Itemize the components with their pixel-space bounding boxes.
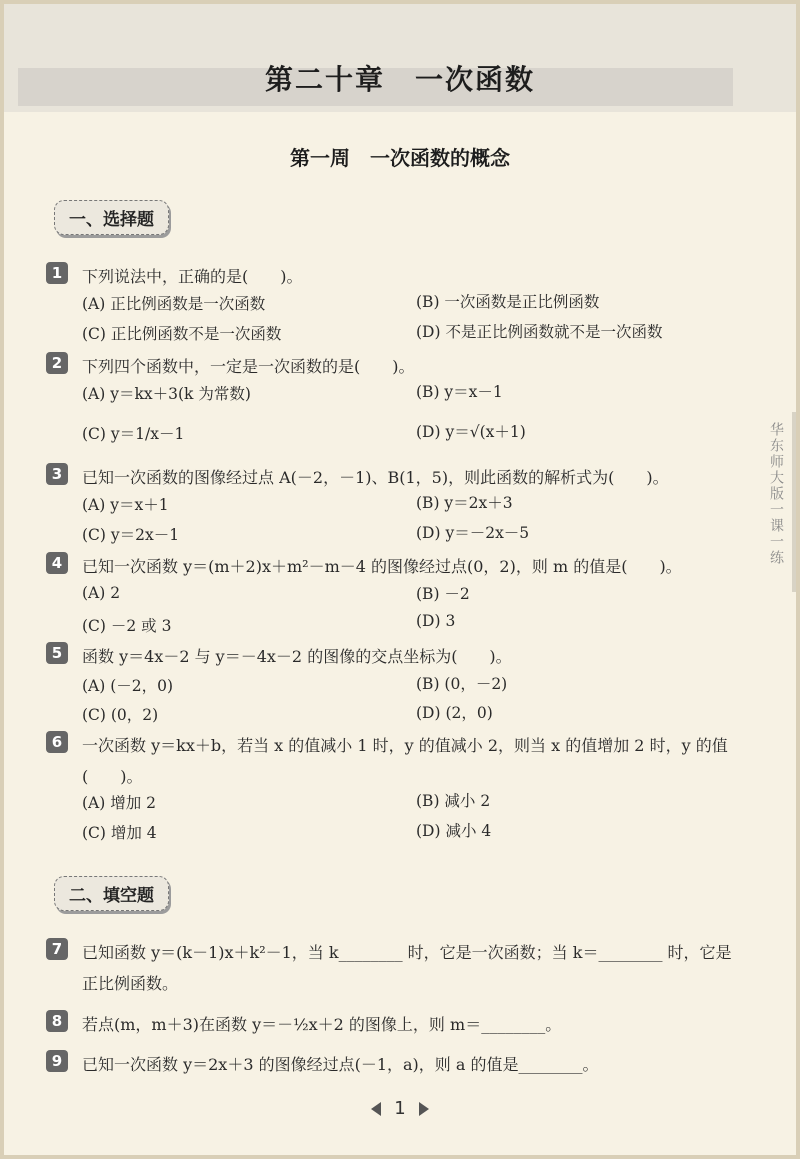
option-c: (C) 增加 4 <box>82 824 157 842</box>
option-d: (D) 不是正比例函数就不是一次函数 <box>416 323 663 341</box>
question-stem: 函数 y＝4x－2 与 y＝－4x－2 的图像的交点坐标为( )。 <box>82 647 512 666</box>
option-a: (A) 正比例函数是一次函数 <box>82 295 266 313</box>
question-number: 5 <box>46 642 68 664</box>
question-number: 2 <box>46 352 68 374</box>
question-stem: 已知函数 y＝(k－1)x＋k²－1，当 k________ 时，它是一次函数；当 k＝________ 时，它是正比例函数。 <box>82 943 732 993</box>
section-fill-heading: 二、填空题 <box>54 876 169 911</box>
option-b: (B) 减小 2 <box>416 792 491 810</box>
option-a: (A) 增加 2 <box>82 794 157 812</box>
option-b: (B) －2 <box>416 585 470 603</box>
prev-arrow-icon <box>371 1102 381 1116</box>
option-a: (A) (－2，0) <box>82 677 174 695</box>
question-number: 6 <box>46 731 68 753</box>
option-d: (D) 减小 4 <box>416 822 492 840</box>
question-stem: 已知一次函数 y＝(m＋2)x＋m²－m－4 的图像经过点(0，2)，则 m 的值是( )。 <box>82 557 682 576</box>
question-stem: 已知一次函数 y＝2x＋3 的图像经过点(－1，a)，则 a 的值是________。 <box>82 1055 599 1074</box>
question-stem: 一次函数 y＝kx＋b，若当 x 的值减小 1 时，y 的值减小 2，则当 x 的值增加 2 时，y 的值( )。 <box>82 736 728 786</box>
week-title: 第一周 一次函数的概念 <box>290 146 510 170</box>
question-number: 9 <box>46 1050 68 1072</box>
option-b: (B) y＝2x＋3 <box>416 494 513 512</box>
question-number: 8 <box>46 1010 68 1032</box>
section-choice-heading: 一、选择题 <box>54 200 169 235</box>
option-d: (D) y＝－2x－5 <box>416 524 530 542</box>
option-b: (B) (0，－2) <box>416 675 508 693</box>
option-b: (B) 一次函数是正比例函数 <box>416 293 600 311</box>
question-stem: 已知一次函数的图像经过点 A(－2，－1)、B(1，5)，则此函数的解析式为( )。 <box>82 468 669 487</box>
side-rule <box>792 412 796 592</box>
question-number: 4 <box>46 552 68 574</box>
option-c: (C) y＝2x－1 <box>82 526 180 544</box>
option-c: (C) y＝1/x－1 <box>82 425 185 443</box>
option-b: (B) y＝x－1 <box>416 383 503 401</box>
option-a: (A) 2 <box>82 584 121 602</box>
question-number: 3 <box>46 463 68 485</box>
question-number: 7 <box>46 938 68 960</box>
question-stem: 若点(m，m＋3)在函数 y＝－½x＋2 的图像上，则 m＝________。 <box>82 1015 562 1034</box>
side-series-label: 华东师大版一课一练 <box>768 422 784 566</box>
page-number: 1 <box>394 1098 406 1119</box>
question-stem: 下列四个函数中，一定是一次函数的是( )。 <box>82 357 415 376</box>
option-a: (A) y＝x＋1 <box>82 496 169 514</box>
question-stem: 下列说法中，正确的是( )。 <box>82 267 303 286</box>
page-footer <box>0 1098 800 1119</box>
option-d: (D) 3 <box>416 612 456 630</box>
next-arrow-icon <box>419 1102 429 1116</box>
option-c: (C) －2 或 3 <box>82 617 172 635</box>
question-number: 1 <box>46 262 68 284</box>
option-c: (C) 正比例函数不是一次函数 <box>82 325 282 343</box>
option-a: (A) y＝kx＋3(k 为常数) <box>82 385 251 403</box>
option-c: (C) (0，2) <box>82 706 159 724</box>
chapter-title: 第二十章 一次函数 <box>264 63 535 96</box>
option-d: (D) (2，0) <box>416 704 493 722</box>
option-d: (D) y＝√(x＋1) <box>416 423 526 441</box>
